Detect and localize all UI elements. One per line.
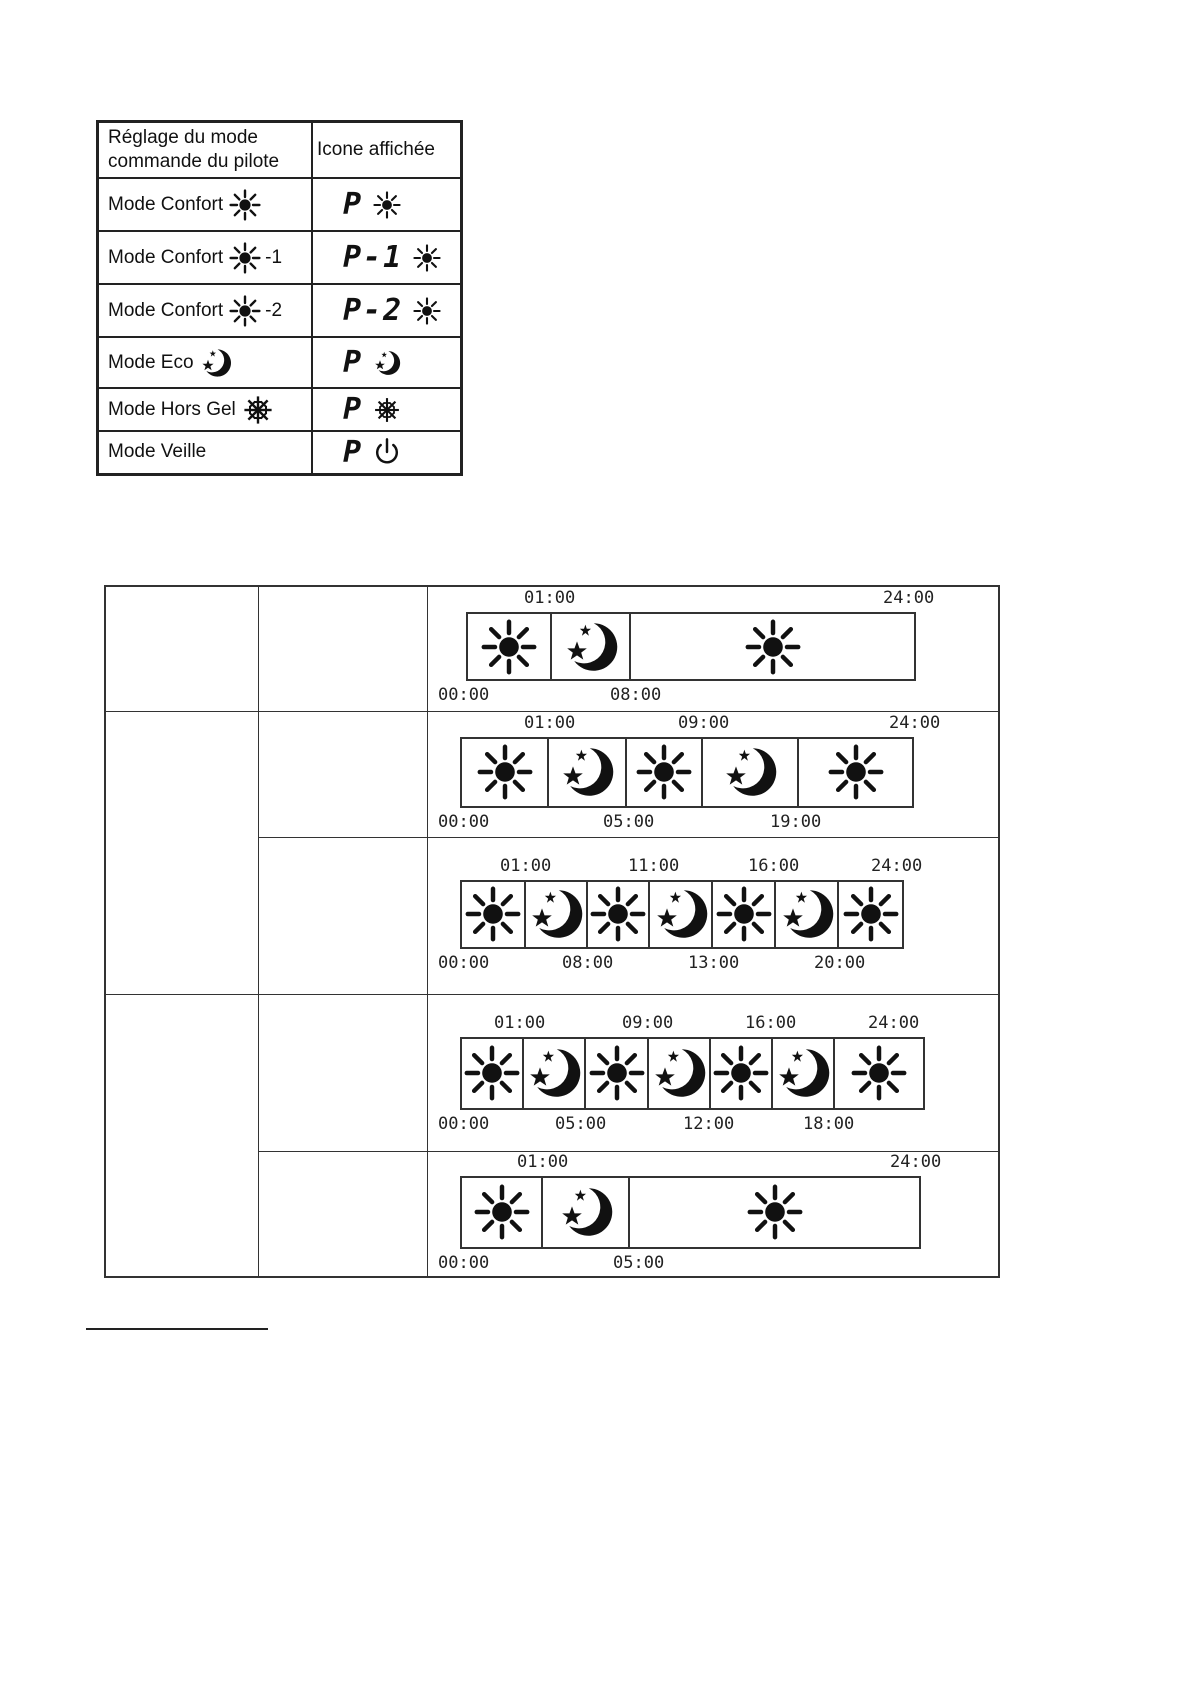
lcd-display (317, 293, 441, 328)
pilot-mode-row (98, 231, 462, 284)
sun-icon (713, 1045, 769, 1101)
sun-icon (474, 1184, 530, 1240)
timeline-bar (460, 737, 914, 808)
schedule-program-cell (259, 586, 428, 711)
time-label-bottom: 08:00 (610, 685, 662, 705)
mode-suffix: -1 (265, 246, 283, 268)
time-label-bottom: 12:00 (683, 1113, 735, 1134)
lcd-display (317, 435, 401, 470)
time-label-bottom: 19:00 (770, 811, 822, 832)
pilot-mode-row (98, 388, 462, 431)
sun-icon (745, 619, 801, 675)
time-label-top: 01:00 (517, 1151, 569, 1172)
schedule-program-cell (259, 1151, 428, 1277)
timeline-cell (428, 994, 1000, 1151)
lcd-display (317, 392, 401, 427)
eco-period (649, 1039, 711, 1108)
header-col1: Réglage du mode commande du pilote (98, 122, 313, 179)
sun-icon (747, 1184, 803, 1240)
timeline-bar (460, 880, 904, 949)
mode-label-cell (98, 388, 313, 431)
sun-icon (636, 744, 692, 800)
mode-suffix: -2 (265, 299, 283, 321)
sun-icon (413, 297, 441, 325)
mode-label-cell (98, 337, 313, 388)
moon-star-icon (200, 347, 232, 379)
timeline-bar (460, 1176, 921, 1249)
time-label-top: 24:00 (889, 712, 941, 733)
time-label-bottom: 00:00 (438, 811, 490, 832)
moon-star-icon (563, 619, 619, 675)
sun-icon (481, 619, 537, 675)
comfort-period (462, 1178, 543, 1247)
comfort-period (630, 1178, 919, 1247)
mode-label-cell (98, 284, 313, 337)
comfort-period (462, 882, 526, 947)
timeline-cell (428, 711, 1000, 837)
schedule-program-cell (259, 711, 428, 837)
time-label-top: 01:00 (524, 712, 576, 733)
moon-star-icon (775, 1045, 831, 1101)
pilot-mode-row (98, 284, 462, 337)
snowflake-icon (373, 396, 401, 424)
eco-period (703, 739, 799, 806)
moon-star-icon (722, 744, 778, 800)
snowflake-icon (242, 394, 274, 426)
pilot-mode-row (98, 178, 462, 231)
timeline-cell (428, 586, 1000, 711)
lcd-code: P-1 (343, 240, 404, 275)
time-label-bottom: 00:00 (438, 685, 490, 705)
time-label-top: 16:00 (745, 1012, 797, 1033)
time-label-top: 09:00 (678, 712, 730, 733)
time-label-top: 24:00 (890, 1151, 942, 1172)
comfort-period (713, 882, 776, 947)
moon-star-icon (559, 744, 615, 800)
comfort-period (462, 1039, 524, 1108)
time-label-bottom: 08:00 (562, 952, 614, 973)
time-label-top: 16:00 (748, 855, 800, 876)
sun-icon (477, 744, 533, 800)
comfort-period (631, 614, 914, 679)
mode-label-cell (98, 431, 313, 474)
header-col2: Icone affichée (312, 122, 462, 179)
timeline-bar (466, 612, 916, 681)
mode-label: Mode Eco (108, 351, 194, 373)
sun-icon (229, 295, 261, 327)
display-icon-cell (312, 284, 462, 337)
time-label-bottom: 20:00 (814, 952, 866, 973)
sun-icon (851, 1045, 907, 1101)
display-icon-cell (312, 431, 462, 474)
mode-label-cell (98, 231, 313, 284)
comfort-period (799, 739, 912, 806)
comfort-period (588, 882, 650, 947)
time-label-top: 01:00 (494, 1012, 546, 1033)
mode-label-cell (98, 178, 313, 231)
sun-icon (589, 1045, 645, 1101)
moon-star-icon (653, 886, 709, 942)
schedule-table (104, 585, 1000, 1278)
mode-label: Mode Hors Gel (108, 398, 236, 420)
lcd-code: P (343, 187, 364, 222)
sun-icon (413, 244, 441, 272)
lcd-code: P-2 (343, 293, 404, 328)
time-label-top: 24:00 (883, 588, 935, 608)
schedule-row (105, 994, 999, 1151)
comfort-period (468, 614, 552, 679)
mode-label: Mode Confort (108, 193, 224, 215)
sun-icon (229, 189, 261, 221)
lcd-display (317, 240, 441, 275)
time-label-top: 24:00 (871, 855, 923, 876)
time-label-top: 01:00 (524, 588, 576, 608)
time-label-top: 09:00 (622, 1012, 674, 1033)
time-label-bottom: 00:00 (438, 1113, 490, 1134)
display-icon-cell (312, 231, 462, 284)
lcd-display (317, 345, 401, 380)
footnote-rule (86, 1328, 268, 1330)
time-label-bottom: 05:00 (613, 1252, 665, 1273)
power-icon (373, 438, 401, 466)
sun-icon (843, 886, 899, 942)
time-label-top: 01:00 (500, 855, 552, 876)
moon-star-icon (779, 886, 835, 942)
pilot-table-header (98, 122, 462, 179)
sun-icon (229, 242, 261, 274)
comfort-period (839, 882, 902, 947)
mode-label: Mode Confort (108, 246, 224, 268)
sun-icon (828, 744, 884, 800)
comfort-period (627, 739, 703, 806)
eco-period (543, 1178, 630, 1247)
time-label-bottom: 18:00 (803, 1113, 855, 1134)
comfort-period (835, 1039, 923, 1108)
lcd-code: P (343, 392, 364, 427)
schedule-group-cell (105, 994, 259, 1277)
pilot-mode-table (96, 120, 463, 476)
eco-period (776, 882, 839, 947)
time-label-bottom: 00:00 (438, 1252, 490, 1273)
moon-star-icon (373, 349, 401, 377)
schedule-row (105, 711, 999, 837)
pilot-mode-row (98, 337, 462, 388)
display-icon-cell (312, 337, 462, 388)
time-label-bottom: 00:00 (438, 952, 490, 973)
eco-period (526, 882, 588, 947)
timeline-cell (428, 1151, 1000, 1277)
pilot-mode-row (98, 431, 462, 474)
time-label-top: 24:00 (868, 1012, 920, 1033)
timeline-cell (428, 837, 1000, 994)
time-label-bottom: 05:00 (603, 811, 655, 832)
display-icon-cell (312, 388, 462, 431)
comfort-period (462, 739, 549, 806)
moon-star-icon (526, 1045, 582, 1101)
comfort-period (586, 1039, 649, 1108)
sun-icon (373, 191, 401, 219)
moon-star-icon (528, 886, 584, 942)
moon-star-icon (558, 1184, 614, 1240)
time-label-bottom: 05:00 (555, 1113, 607, 1134)
comfort-period (711, 1039, 773, 1108)
schedule-row (105, 586, 999, 711)
schedule-program-cell (259, 994, 428, 1151)
lcd-display (317, 187, 401, 222)
eco-period (552, 614, 631, 679)
display-icon-cell (312, 178, 462, 231)
time-label-bottom: 13:00 (688, 952, 740, 973)
schedule-group-cell (105, 586, 259, 711)
schedule-program-cell (259, 837, 428, 994)
eco-period (524, 1039, 586, 1108)
sun-icon (590, 886, 646, 942)
time-label-top: 11:00 (628, 855, 680, 876)
sun-icon (716, 886, 772, 942)
lcd-code: P (343, 345, 364, 380)
timeline-bar (460, 1037, 925, 1110)
mode-label: Mode Veille (108, 441, 207, 463)
sun-icon (465, 886, 521, 942)
moon-star-icon (651, 1045, 707, 1101)
eco-period (549, 739, 627, 806)
sun-icon (464, 1045, 520, 1101)
eco-period (650, 882, 713, 947)
lcd-code: P (343, 434, 364, 470)
mode-label: Mode Confort (108, 299, 224, 321)
schedule-group-cell (105, 711, 259, 994)
eco-period (773, 1039, 835, 1108)
